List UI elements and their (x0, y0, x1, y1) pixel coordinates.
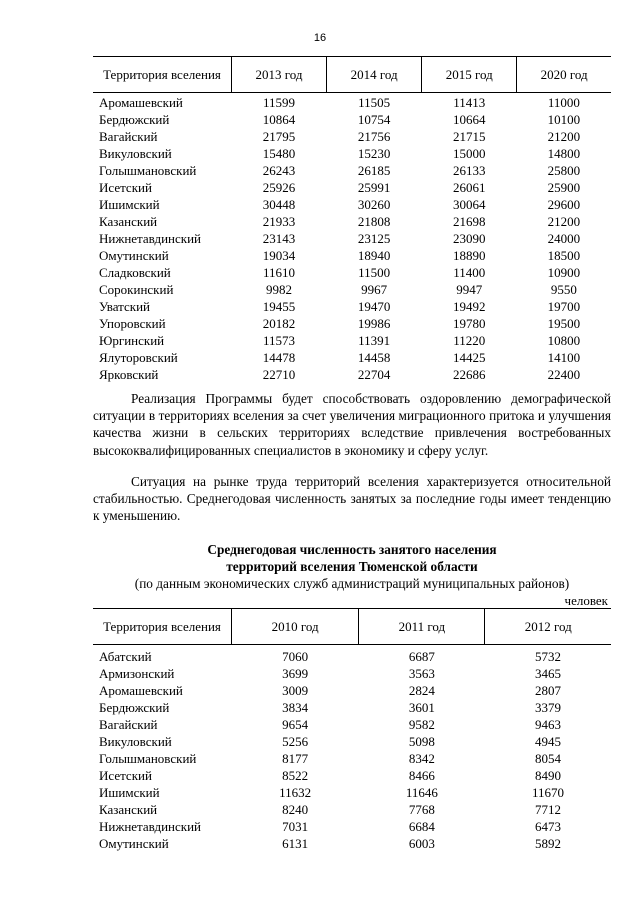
table-cell: 21756 (357, 129, 391, 144)
table-cell: 9654 (282, 717, 309, 732)
table-cell: 4945 (534, 734, 561, 749)
table-cell: 8490 (534, 768, 561, 783)
territory-header: Территория вселения (93, 57, 232, 93)
table-cell: 9967 (361, 282, 388, 297)
table-cell: 26061 (453, 180, 486, 195)
table-cell: 11500 (358, 265, 391, 280)
table-cell: 6684 (408, 819, 435, 834)
territory-name: Ялуторовский (99, 350, 178, 365)
table-cell: 9947 (456, 282, 483, 297)
territory-name: Упоровский (99, 316, 166, 331)
table-cell: 9582 (408, 717, 435, 732)
caption-line: территорий вселения Тюменской области (226, 559, 478, 574)
table-row (93, 247, 611, 264)
year-header: 2010 год (232, 609, 359, 645)
table-cell: 26133 (453, 163, 486, 178)
table-row (93, 230, 611, 247)
table-header-row (93, 609, 611, 645)
table-cell: 8240 (282, 802, 309, 817)
table-row (93, 699, 611, 716)
table-row (93, 645, 611, 666)
territory-name: Казанский (99, 802, 158, 817)
table-cell: 9463 (534, 717, 561, 732)
table-cell: 15000 (453, 146, 486, 161)
territory-name: Сладковский (99, 265, 171, 280)
table-header-row (93, 57, 611, 93)
employment-table (93, 608, 611, 852)
table-cell: 23125 (357, 231, 391, 246)
table-cell: 14425 (453, 350, 486, 365)
table-cell: 2824 (408, 683, 435, 698)
territory-header: Территория вселения (93, 609, 232, 645)
territory-name: Викуловский (99, 146, 172, 161)
table-cell: 5256 (282, 734, 309, 749)
table-cell: 14458 (357, 350, 391, 365)
table-cell: 20182 (262, 316, 296, 331)
table-row (93, 818, 611, 835)
table-cell: 8466 (408, 768, 435, 783)
table-cell: 22710 (262, 367, 296, 382)
territory-name: Аромашевский (99, 95, 183, 110)
table-cell: 11670 (531, 785, 564, 800)
table-cell: 5892 (534, 836, 561, 851)
territory-name: Викуловский (99, 734, 172, 749)
table-cell: 7031 (282, 819, 309, 834)
territory-name: Омутинский (99, 248, 169, 263)
table-cell: 8054 (534, 751, 561, 766)
table-cell: 21200 (547, 214, 581, 229)
table-cell: 10900 (547, 265, 581, 280)
territory-name: Абатский (99, 649, 152, 664)
table-body (93, 93, 611, 384)
territory-name: Казанский (99, 214, 158, 229)
table-row (93, 93, 611, 112)
table-cell: 9982 (266, 282, 293, 297)
table-cell: 19470 (357, 299, 391, 314)
table-cell: 3601 (408, 700, 435, 715)
table-row (93, 767, 611, 784)
table-cell: 11220 (453, 333, 486, 348)
table-cell: 6131 (282, 836, 309, 851)
territory-name: Аромашевский (99, 683, 183, 698)
table-cell: 25991 (357, 180, 391, 195)
territory-name: Нижнетавдинский (99, 819, 202, 834)
table-cell: 18940 (357, 248, 391, 263)
paragraph: Реализация Программы будет способствовать оздоровлению демографической ситуации в территориях вселения за счет увеличения миграционного притока и улучшения качества жизни в сельских территориях вследствие привлечения востребованных высококвалифицированных специалистов в экономику и сферу услуг. (93, 391, 611, 458)
table-cell: 7712 (534, 802, 561, 817)
year-header: 2013 год (232, 57, 327, 93)
caption-line: (по данным экономических служб администраций муниципальных районов) (134, 576, 570, 591)
table-cell: 11505 (358, 95, 391, 110)
table-cell: 10864 (262, 112, 296, 127)
table-body (93, 645, 611, 853)
table-cell: 29600 (547, 197, 581, 212)
paragraph: Ситуация на рынке труда территорий вселения характеризуется относительной стабильностью. Среднегодовая численность занятых за последние годы имеет тенденцию к уменьшению. (93, 474, 611, 524)
table-cell: 7060 (282, 649, 309, 664)
table-row (93, 332, 611, 349)
territory-name: Бердюжский (99, 112, 170, 127)
table-cell: 10100 (547, 112, 581, 127)
table-cell: 11632 (279, 785, 312, 800)
territory-name: Сорокинский (99, 282, 174, 297)
table-cell: 3379 (534, 700, 561, 715)
table-cell: 18890 (453, 248, 486, 263)
table-row (93, 264, 611, 281)
territory-name: Армизонский (99, 666, 175, 681)
table-row (93, 801, 611, 818)
territory-name: Вагайский (99, 717, 158, 732)
territory-name: Уватский (99, 299, 150, 314)
territory-name: Омутинский (99, 836, 169, 851)
table-cell: 6687 (408, 649, 435, 664)
table-cell: 19034 (262, 248, 296, 263)
table-cell: 21715 (453, 129, 486, 144)
table-cell: 26243 (262, 163, 296, 178)
table-cell: 5732 (534, 649, 561, 664)
table-cell: 11400 (453, 265, 486, 280)
territory-name: Голышмановский (99, 163, 197, 178)
table-cell: 30064 (453, 197, 486, 212)
table-row (93, 128, 611, 145)
table-cell: 22686 (453, 367, 486, 382)
table-cell: 3563 (408, 666, 435, 681)
table-cell: 11573 (263, 333, 296, 348)
page-number: 16 (313, 32, 327, 44)
table-cell: 3465 (534, 666, 561, 681)
table-cell: 19780 (453, 316, 486, 331)
population-table (93, 56, 611, 383)
territory-name: Вагайский (99, 129, 158, 144)
table-cell: 21795 (262, 129, 296, 144)
units-label: человек (564, 593, 608, 608)
territory-name: Голышмановский (99, 751, 197, 766)
table-cell: 8522 (282, 768, 309, 783)
territory-name: Исетский (99, 768, 152, 783)
year-header: 2014 год (327, 57, 422, 93)
table-row (93, 835, 611, 852)
table-cell: 21698 (453, 214, 486, 229)
table-cell: 21933 (262, 214, 296, 229)
table-row (93, 179, 611, 196)
table-cell: 22704 (357, 367, 391, 382)
table-cell: 26185 (357, 163, 391, 178)
table-row (93, 111, 611, 128)
table-cell: 23143 (262, 231, 296, 246)
table-cell: 5098 (408, 734, 435, 749)
table-cell: 11646 (405, 785, 438, 800)
table-cell: 24000 (547, 231, 581, 246)
table-cell: 15230 (357, 146, 391, 161)
table-cell: 19492 (453, 299, 486, 314)
table-cell: 3699 (282, 666, 309, 681)
table-cell: 19700 (547, 299, 581, 314)
table-row (93, 145, 611, 162)
territory-name: Юргинский (99, 333, 165, 348)
table-row (93, 298, 611, 315)
table-row (93, 281, 611, 298)
table-cell: 2807 (534, 683, 561, 698)
table-row (93, 213, 611, 230)
table-cell: 18500 (547, 248, 581, 263)
table-cell: 25800 (547, 163, 581, 178)
table-cell: 19455 (262, 299, 296, 314)
table-cell: 25900 (547, 180, 581, 195)
table-row (93, 315, 611, 332)
caption-line: Среднегодовая численность занятого населения (207, 542, 497, 557)
table-row (93, 784, 611, 801)
table-cell: 21200 (547, 129, 581, 144)
table-cell: 30448 (262, 197, 296, 212)
territory-name: Нижнетавдинский (99, 231, 202, 246)
table-row (93, 682, 611, 699)
year-header: 2015 год (422, 57, 517, 93)
table-cell: 14800 (547, 146, 581, 161)
table-cell: 25926 (262, 180, 296, 195)
year-header: 2012 год (485, 609, 611, 645)
table-cell: 19500 (547, 316, 581, 331)
table-cell: 10754 (357, 112, 391, 127)
table-row (93, 716, 611, 733)
table-cell: 10800 (547, 333, 581, 348)
table-cell: 11610 (263, 265, 296, 280)
table-cell: 6473 (534, 819, 561, 834)
table-cell: 11000 (547, 95, 580, 110)
table-row (93, 162, 611, 179)
table-cell: 7768 (408, 802, 435, 817)
table-row (93, 665, 611, 682)
table-cell: 11391 (358, 333, 391, 348)
year-header: 2020 год (517, 57, 611, 93)
table-row (93, 349, 611, 366)
table-cell: 19986 (357, 316, 391, 331)
territory-name: Ярковский (99, 367, 159, 382)
table-cell: 22400 (547, 367, 581, 382)
table-row (93, 733, 611, 750)
territory-name: Ишимский (99, 785, 160, 800)
table-cell: 23090 (453, 231, 486, 246)
table-row (93, 750, 611, 767)
table-cell: 3009 (282, 683, 309, 698)
table-cell: 8342 (408, 751, 435, 766)
year-header: 2011 год (359, 609, 485, 645)
table-cell: 3834 (282, 700, 309, 715)
territory-name: Исетский (99, 180, 152, 195)
table-cell: 11599 (263, 95, 296, 110)
table-cell: 10664 (453, 112, 486, 127)
table-cell: 6003 (408, 836, 435, 851)
table-caption (90, 541, 614, 592)
territory-name: Ишимский (99, 197, 160, 212)
table-cell: 21808 (357, 214, 391, 229)
territory-name: Бердюжский (99, 700, 170, 715)
table-cell: 14478 (262, 350, 296, 365)
table-cell: 8177 (282, 751, 309, 766)
table-cell: 15480 (262, 146, 296, 161)
table-cell: 30260 (357, 197, 391, 212)
table-row (93, 196, 611, 213)
table-cell: 14100 (547, 350, 581, 365)
table-cell: 9550 (550, 282, 577, 297)
table-row (93, 366, 611, 383)
table-cell: 11413 (453, 95, 486, 110)
